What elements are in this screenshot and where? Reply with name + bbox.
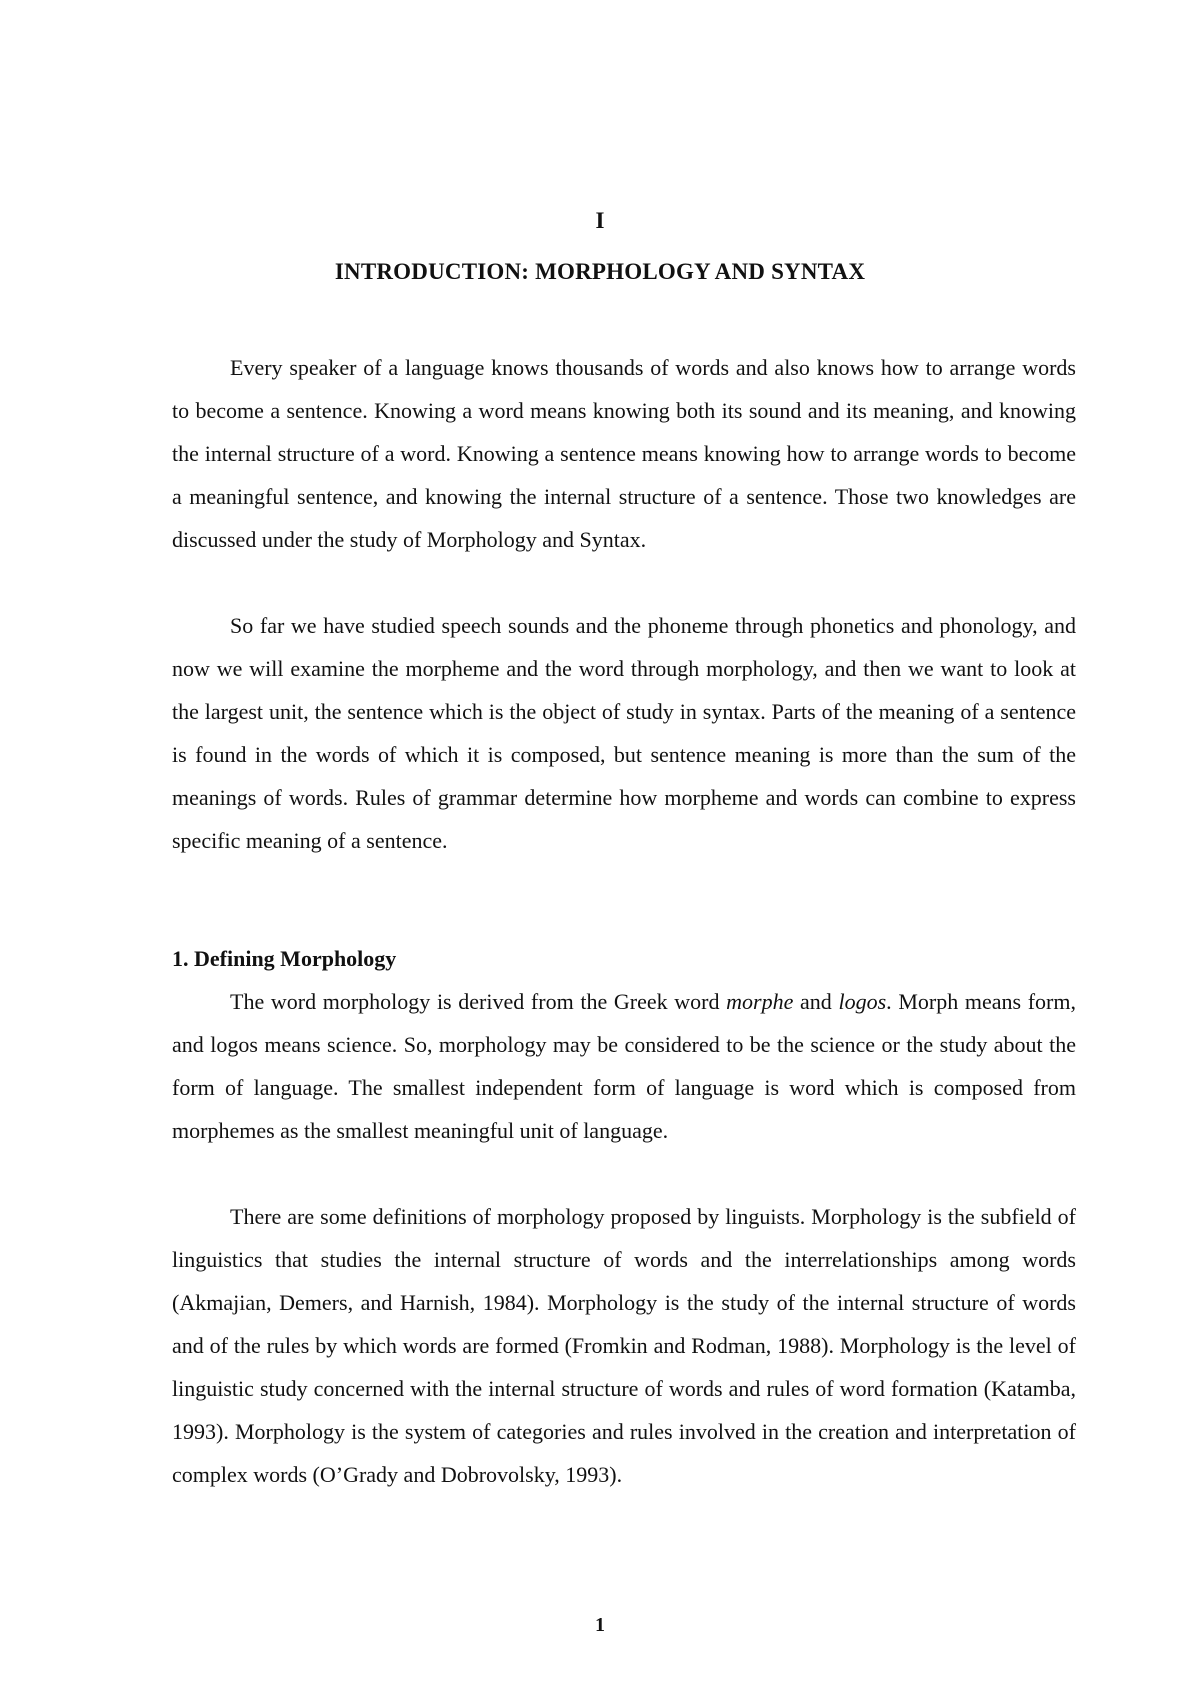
paragraph-intro <box>172 346 1076 561</box>
paragraph-intro-text: Every speaker of a language knows thousands of words and also knows how to arrange words to become a sentence. Knowing a word means knowing both its sound and its meaning, and knowing the internal structure of a word. Knowing a sentence means knowing how to arrange words to become a meaningful sentence, and knowing the internal structure of a sentence. Those two knowledges are discussed under the study of Morphology and Syntax. <box>172 355 1076 552</box>
paragraph-definition-text-2: and <box>793 989 839 1014</box>
term-logos: logos <box>838 989 887 1014</box>
paragraph-definition <box>172 980 1076 1152</box>
term-morphe: morphe <box>726 989 794 1014</box>
paragraph-definition-text-3: . Morph means form, and logos means science. So, morphology may be considered to be the science or the study about the form of language. The smallest independent form of language is word which is composed from morphemes as the smallest meaningful unit of language. <box>172 989 1076 1143</box>
paragraph-scope <box>172 604 1076 862</box>
page-number: 1 <box>595 1614 605 1636</box>
section-heading: 1. Defining Morphology <box>172 946 397 971</box>
chapter-title: INTRODUCTION: MORPHOLOGY AND SYNTAX <box>334 259 866 284</box>
paragraph-definition-text-1: The word morphology is derived from the Greek word <box>230 989 727 1014</box>
paragraph-linguist-definitions <box>172 1195 1076 1496</box>
chapter-number: I <box>595 208 605 233</box>
paragraph-scope-text: So far we have studied speech sounds and the phoneme through phonetics and phonology, and now we will examine the morpheme and the word through morphology, and then we want to look at the largest unit, the sentence which is the object of study in syntax. Parts of the meaning of a sentence is found in the words of which it is composed, but sentence meaning is more than the sum of the meanings of words. Rules of grammar determine how morpheme and words can combine to express specific meaning of a sentence. <box>172 613 1076 853</box>
paragraph-linguist-definitions-text: There are some definitions of morphology proposed by linguists. Morphology is the subfield of linguistics that studies the internal structure of words and the interrelationships among words (Akmajian, Demers, and Harnish, 1984). Morphology is the study of the internal structure of words and of the rules by which words are formed (Fromkin and Rodman, 1988). Morphology is the level of linguistic study concerned with the internal structure of words and rules of word formation (Katamba, 1993). Morphology is the system of categories and rules involved in the creation and interpretation of complex words (O’Grady and Dobrovolsky, 1993). <box>172 1204 1076 1487</box>
